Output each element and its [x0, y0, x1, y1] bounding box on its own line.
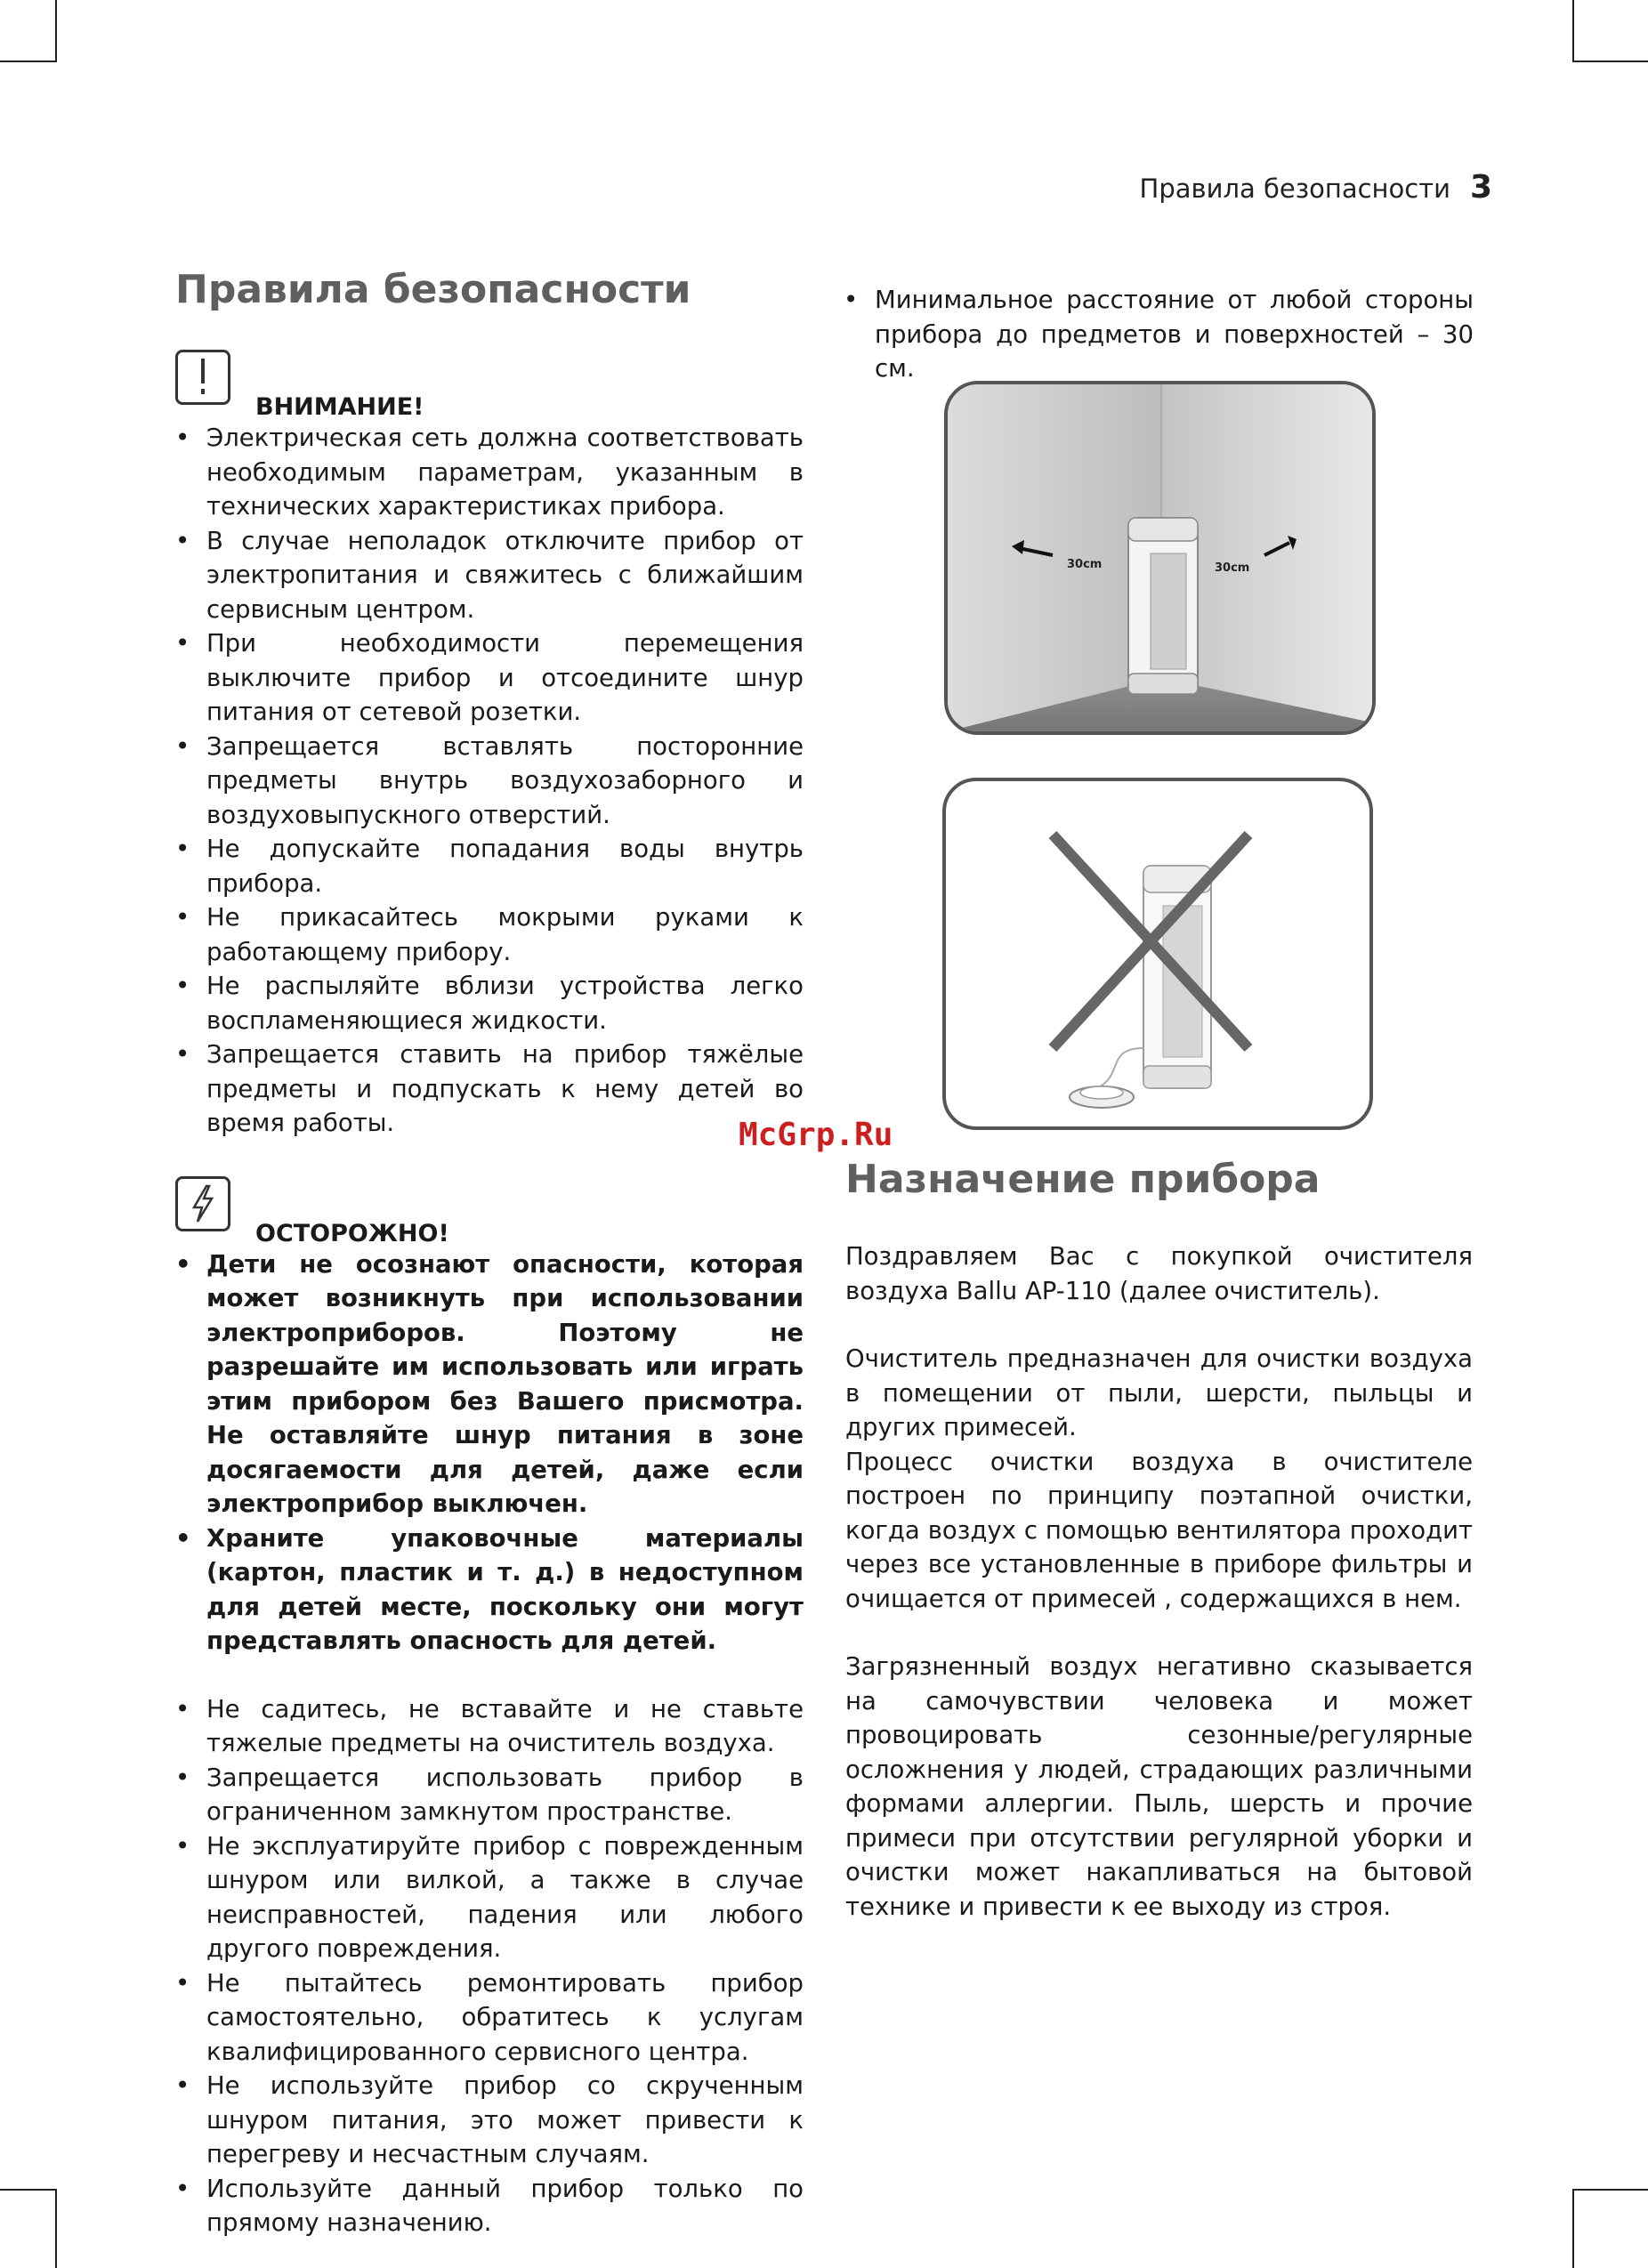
right-column-top [844, 283, 1474, 386]
caution-notice [175, 1176, 804, 1247]
list-item: • Не садитесь, не вставайте и не ставьте тяжелые предметы на очиститель воздуха. [175, 1692, 804, 1761]
clearance-figure [944, 381, 1376, 735]
attention-notice [175, 350, 804, 421]
list-item: • Не пытайтесь ремонтировать прибор самостоятельно, обратитесь к услугам квалифицированного сервисного центра. [175, 1966, 804, 2070]
left-column [175, 267, 804, 2240]
list-item: • Дети не осознают опасности, которая может возникнуть при использовании электроприборов. Поэтому не разрешайте им использовать или играть этим прибором без Вашего присмотра. Не оставляйте шнур питания в зоне досягаемости для детей, даже если электроприбор выключен. [175, 1247, 804, 1521]
list-item: • Используйте данный прибор только по прямому назначению. [175, 2172, 804, 2240]
list-item: • Запрещается ставить на прибор тяжёлые предметы и подпускать к нему детей во время работы. [175, 1037, 804, 1141]
watermark: McGrp.Ru [739, 1117, 893, 1153]
list-item: • Не допускайте попадания воды внутрь прибора. [175, 832, 804, 900]
purpose-title: Назначение прибора [845, 1157, 1321, 1202]
running-title: Правила безопасности [1139, 174, 1450, 204]
attention-list [175, 421, 804, 1141]
caution-list [175, 1692, 804, 2240]
distance-list [844, 283, 1474, 386]
crop-mark [1572, 2189, 1574, 2268]
list-item: • Электрическая сеть должна соответствовать необходимым параметрам, указанным в технических характеристиках прибора. [175, 421, 804, 524]
purpose-paragraph: Поздравляем Вас с покупкой очистителя воздуха Ballu AP-110 (далее очиститель). [845, 1242, 1473, 1305]
list-item: • Не прикасайтесь мокрыми руками к работающему прибору. [175, 900, 804, 969]
list-item: • Храните упаковочные материалы (картон, пластик и т. д.) в недоступном для детей месте, поскольку они могут представлять опасность для детей. [175, 1521, 804, 1659]
list-item: • Не распыляйте вблизи устройства легко воспламеняющиеся жидкости. [175, 969, 804, 1037]
lightning-icon [175, 1176, 230, 1231]
purpose-paragraph: Загрязненный воздух негативно сказывается на самочувствии человека и может провоцировать сезонные/регулярные осложнения у людей, страдающих различными формами аллергии. Пыль, шерсть и прочие примеси при отсутствии регулярной уборки и очистки может накапливаться на бытовой технике и привести к ее выходу из строя. [845, 1652, 1473, 1921]
clearance-illustration [948, 384, 1372, 731]
crop-mark [55, 2189, 57, 2268]
exclamation-icon [175, 350, 230, 405]
clearance-label-left: 30cm [1067, 558, 1103, 571]
crop-mark [1572, 2189, 1648, 2191]
caution-bold-list [175, 1247, 804, 1659]
list-item: • Запрещается использовать прибор в ограниченном замкнутом пространстве. [175, 1761, 804, 1829]
list-item: • Запрещается вставлять посторонние предметы внутрь воздухозаборного и воздуховыпускного отверстий. [175, 730, 804, 833]
crop-mark [1572, 0, 1574, 61]
flame-dish-icon [1070, 1086, 1134, 1108]
crop-mark [0, 2189, 57, 2191]
list-item: • При необходимости перемещения выключите прибор и отсоедините шнур питания от сетевой розетки. [175, 626, 804, 730]
crop-mark [1572, 61, 1648, 62]
purpose-section [845, 1157, 1473, 1924]
clearance-label-right: 30cm [1215, 561, 1250, 575]
prohibited-illustration [946, 781, 1369, 1126]
attention-label: ВНИМАНИЕ! [255, 393, 424, 421]
list-item: • Не используйте прибор со скрученным шнуром питания, это может привести к перегреву и несчастным случаям. [175, 2069, 804, 2172]
list-item: • В случае неполадок отключите прибор от электропитания и свяжитесь с ближайшим сервисным центром. [175, 524, 804, 627]
purifier-device [1128, 518, 1198, 694]
list-item: • Не эксплуатируйте прибор с поврежденным шнуром или вилкой, а также в случае неисправностей, падения или любого другого повреждения. [175, 1829, 804, 1966]
page-number: 3 [1469, 169, 1492, 206]
running-header [1140, 169, 1492, 206]
list-item: • Минимальное расстояние от любой стороны прибора до предметов и поверхностей – 30 см. [844, 283, 1474, 386]
crop-mark [55, 0, 57, 61]
safety-title: Правила безопасности [175, 267, 691, 312]
prohibited-figure [942, 778, 1373, 1130]
purpose-paragraph: Процесс очистки воздуха в очистителе построен по принципу поэтапной очистки, когда воздух с помощью вентилятора проходит через все установленные в приборе фильтры и очищается от примесей , содержащихся в нем. [845, 1447, 1473, 1613]
caution-label: ОСТОРОЖНО! [255, 1219, 449, 1247]
purpose-paragraph: Очиститель предназначен для очистки воздуха в помещении от пыли, шерсти, пыльцы и других примесей. [845, 1344, 1473, 1441]
crop-mark [0, 61, 57, 62]
